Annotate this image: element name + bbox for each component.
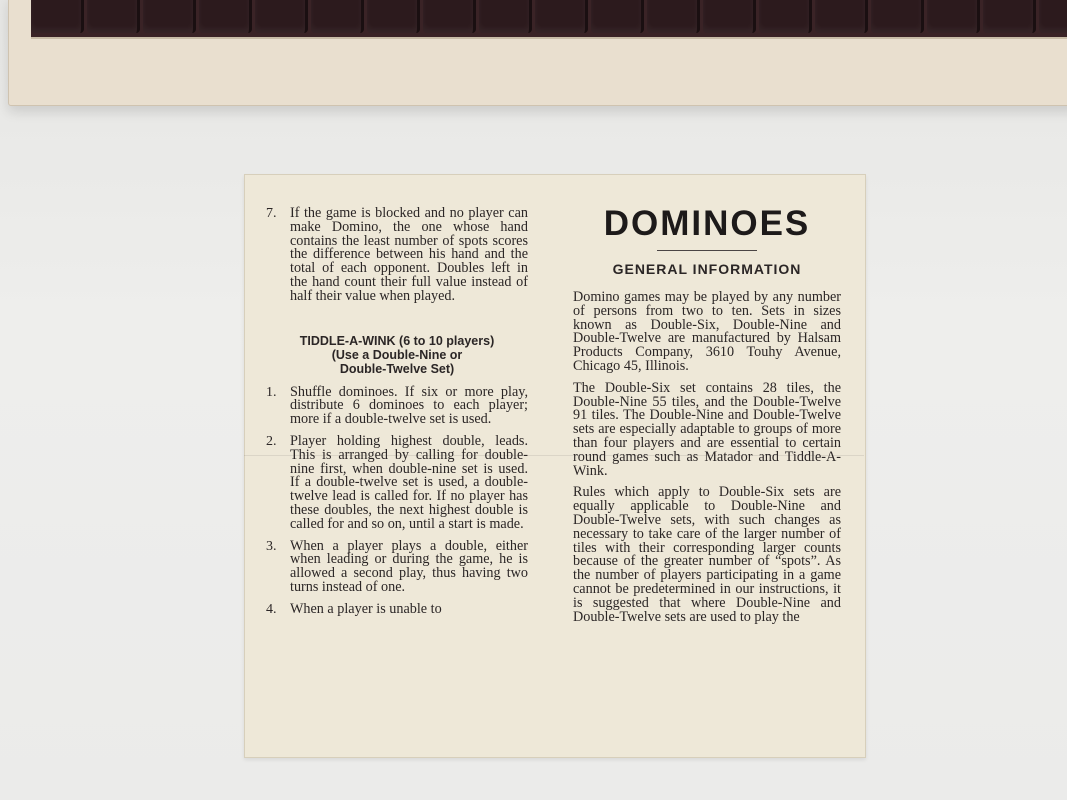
section-subtitle-1: (Use a Double-Nine or — [331, 347, 463, 362]
domino-tile — [871, 0, 924, 33]
item-text: When a player plays a double, either when leading or during the game, he is allowed a second play, thus having two turns instead of one. — [290, 537, 528, 595]
title-divider — [657, 250, 757, 251]
domino-tile — [423, 0, 476, 33]
domino-tile — [143, 0, 196, 33]
domino-tile — [759, 0, 812, 33]
rule-7 — [266, 207, 528, 304]
section-subtitle-2: Double-Twelve Set) — [339, 361, 455, 376]
left-column — [266, 207, 528, 617]
paragraph: Rules which apply to Double-Six sets are equally applicable to Double-Nine and Double-Twelve sets, with such changes as necessary to take care of the larger number of tiles with their corresponding larger counts because of the greater number of “spots”. As the number of players participating in a game cannot be predetermined in our instructions, it is suggested that where Double-Nine and Double-Twelve sets are used to play the — [573, 484, 841, 625]
domino-tile — [1039, 0, 1067, 33]
paragraph: The Double-Six set contains 28 tiles, the Double-Nine 55 tiles, and the Double-Twelve 91 tiles. The Double-Nine and Double-Twelve sets are especially adaptable to groups of more than four players and are essential to certain round games such as Matador and Tiddle-A-Wink. — [573, 379, 841, 479]
item-text: Shuffle dominoes. If six or more play, distribute 6 dominoes to each player; more if a double-twelve set is used. — [290, 383, 528, 428]
domino-tile — [647, 0, 700, 33]
domino-tiles-row — [31, 0, 1067, 39]
domino-tile — [479, 0, 532, 33]
domino-tile — [31, 0, 84, 33]
domino-tile — [367, 0, 420, 33]
item-number: 2. — [266, 433, 277, 449]
item-text: When a player is unable to — [290, 600, 442, 617]
domino-tile — [983, 0, 1036, 33]
paragraph: Domino games may be played by any number of persons from two to ten. Sets in sizes known as Double-Six, Double-Nine and Double-Twelve are manufactured by Halsam Products Company, 3610 Touhy Avenue, Chicago 45, Illinois. — [573, 289, 841, 374]
list-item — [266, 600, 528, 617]
rule-number: 7. — [266, 206, 277, 221]
domino-tile — [311, 0, 364, 33]
item-number: 4. — [266, 601, 277, 617]
item-text: Player holding highest double, leads. This is arranged by calling for double-nine first, when double-nine set is used. If a double-twelve set is used, a double-twelve lead is called for. If no player has these doubles, the next highest double is called for and so on, until a start is made. — [290, 432, 528, 532]
item-number: 1. — [266, 384, 277, 400]
domino-tile — [87, 0, 140, 33]
domino-tile — [927, 0, 980, 33]
list-item — [266, 383, 528, 428]
domino-tile — [255, 0, 308, 33]
domino-tile — [703, 0, 756, 33]
page-title: DOMINOES — [603, 204, 811, 243]
item-number: 3. — [266, 538, 277, 554]
section-heading: GENERAL INFORMATION — [612, 261, 802, 277]
list-item — [266, 537, 528, 595]
list-item — [266, 432, 528, 532]
right-column — [573, 204, 841, 624]
rule-text: If the game is blocked and no player can make Domino, the one whose hand contains the least number of spots scores the difference between his hand and the total of each opponent. Doubles left in the hand count their full value instead of half their value when played. — [290, 205, 528, 304]
section-title: TIDDLE-A-WINK (6 to 10 players) — [299, 333, 495, 348]
domino-tile — [815, 0, 868, 33]
domino-tile — [535, 0, 588, 33]
domino-tile — [199, 0, 252, 33]
domino-box — [8, 0, 1067, 106]
domino-tile — [591, 0, 644, 33]
